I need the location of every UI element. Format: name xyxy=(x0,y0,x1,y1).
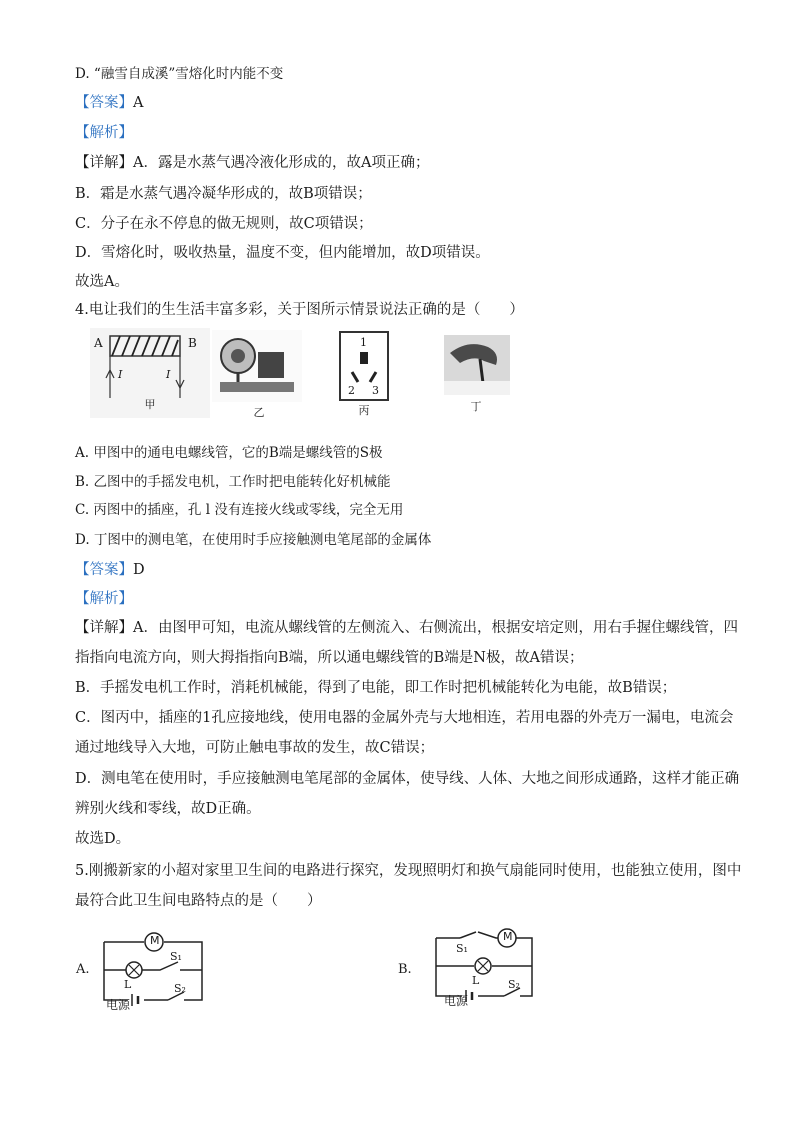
q4-detail-c2: 通过地线导入大地，可防止触电事故的发生，故C错误； xyxy=(75,740,435,756)
q3-analysis-tag xyxy=(75,123,133,143)
q4-detail-a2: 指指向电流方向，则大拇指指向B端，所以通电螺线管的B端是N极，故A错误； xyxy=(75,650,584,666)
q4-analysis-tag xyxy=(75,589,133,609)
q4-stem: 4.电让我们的生生活丰富多彩，关于图所示情景说法正确的是（ ） xyxy=(75,302,524,318)
q3-answer-line xyxy=(75,93,143,113)
q5-option-b-label: B. xyxy=(398,962,412,977)
answer-value: A xyxy=(133,95,144,111)
lamp-label: L xyxy=(472,974,480,987)
q4-option-d: D. 丁图中的测电笔，在使用时手应接触测电笔尾部的金属体 xyxy=(75,532,432,548)
q5-stem-line1: 5.刚搬新家的小超对家里卫生间的电路进行探究，发现照明灯和换气扇能同时使用，也能独立使用，图中 xyxy=(75,863,742,879)
solenoid-end-b: B xyxy=(188,336,197,350)
socket-hole-1: 1 xyxy=(360,336,367,349)
current-label-right: I xyxy=(166,368,171,381)
q4-detail-a1 xyxy=(75,618,738,638)
test-pen-photo xyxy=(444,335,510,395)
analysis-tag: 【解析】 xyxy=(75,125,133,141)
caption-ding: 丁 xyxy=(470,400,482,413)
circuit-option-b xyxy=(430,926,540,1010)
q3-conclusion: 故选A。 xyxy=(75,274,129,290)
detail-tag: 【详解】 xyxy=(75,620,133,636)
q4-conclusion: 故选D。 xyxy=(75,831,131,847)
answer-tag: 【答案】 xyxy=(75,562,133,578)
caption-bing: 丙 xyxy=(358,404,370,417)
lamp-label: L xyxy=(124,978,132,991)
q4-option-a: A. 甲图中的通电电螺线管，它的B端是螺线管的S极 xyxy=(75,445,383,461)
switch-s2-label: S₂ xyxy=(508,978,520,991)
q4-option-b: B. 乙图中的手摇发电机，工作时把电能转化好机械能 xyxy=(75,474,391,490)
q4-detail-d2: 辨别火线和零线，故D正确。 xyxy=(75,801,261,817)
answer-tag: 【答案】 xyxy=(75,95,133,111)
q3-detail-a xyxy=(75,153,429,173)
figure-ding-tester xyxy=(444,335,510,395)
motor-label: M xyxy=(150,934,160,947)
figure-bing-socket xyxy=(338,330,390,402)
q4-detail-b: B．手摇发电机工作时，消耗机械能，得到了电能，即工作时把机械能转化为电能，故B错误； xyxy=(75,680,677,696)
detail-tag: 【详解】 xyxy=(75,155,133,171)
power-source-label: 电源 xyxy=(106,998,131,1012)
socket-hole-2: 2 xyxy=(348,384,355,397)
q5-stem-line2: 最符合此卫生间电路特点的是（ ） xyxy=(75,893,322,909)
q3-detail-c: C．分子在永不停息的做无规则，故C项错误； xyxy=(75,216,373,232)
q3-detail-d: D．雪熔化时，吸收热量，温度不变，但内能增加，故D项错误。 xyxy=(75,245,490,261)
detail-text: A．露是水蒸气遇冷液化形成的，故A项正确； xyxy=(133,155,430,171)
socket-hole-3: 3 xyxy=(372,384,379,397)
solenoid-end-a: A xyxy=(94,336,103,350)
q4-detail-d1: D．测电笔在使用时，手应接触测电笔尾部的金属体，使导线、人体、大地之间形成通路，这样才能正确 xyxy=(75,771,740,787)
q3-detail-b: B．霜是水蒸气遇冷凝华形成的，故B项错误； xyxy=(75,186,372,202)
generator-photo xyxy=(212,330,302,402)
current-label-left: I xyxy=(118,368,123,381)
q4-detail-c1: C．图丙中，插座的1孔应接地线，使用电器的金属外壳与大地相连，若用电器的外壳万一漏电，电流会 xyxy=(75,710,734,726)
answer-value: D xyxy=(133,562,145,578)
switch-s1-label: S₁ xyxy=(456,942,468,955)
caption-yi: 乙 xyxy=(253,406,265,419)
switch-s2-label: S₂ xyxy=(174,982,186,995)
q5-option-a-label: A. xyxy=(76,962,90,977)
circuit-option-a xyxy=(98,930,210,1014)
detail-text: A．由图甲可知，电流从螺线管的左侧流入、右侧流出，根据安培定则，用右手握住螺线管，四 xyxy=(133,620,738,636)
analysis-tag: 【解析】 xyxy=(75,591,133,607)
caption-jia: 甲 xyxy=(144,398,156,411)
figure-yi-generator xyxy=(212,330,302,402)
switch-s1-label: S₁ xyxy=(170,950,182,963)
power-source-label: 电源 xyxy=(444,994,469,1008)
motor-label: M xyxy=(503,930,513,943)
q4-answer-line xyxy=(75,560,145,580)
q3-option-d: D. “融雪自成溪”雪熔化时内能不变 xyxy=(75,66,284,82)
q4-option-c: C. 丙图中的插座，孔 l 没有连接火线或零线，完全无用 xyxy=(75,502,404,518)
